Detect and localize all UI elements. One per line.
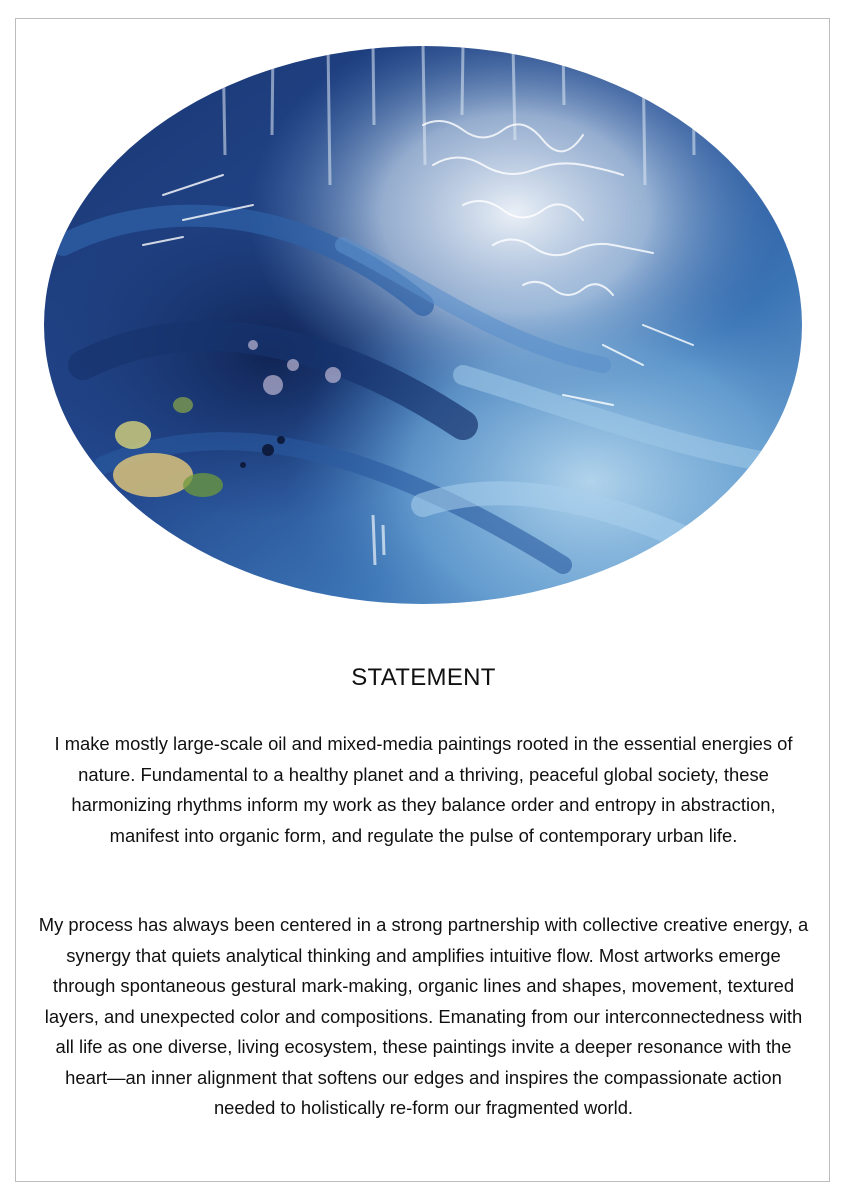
painting-oval-image: [43, 45, 803, 605]
abstract-painting-icon: [43, 45, 803, 605]
statement-paragraph-2: My process has always been centered in a strong partnership with collective creative energy, a synergy that quiets analytical thinking and amplifies intuitive flow. Most artworks emerge through spontaneous gestural mark-making, organic lines and shapes, movement, textured layers, and unexpected color and compositions. Emanating from our interconnectedness with all life as one diverse, living ecosystem, these paintings invite a deeper resonance with the heart—an inner alignment that softens our edges and inspires the compassionate action needed to holistically re-form our fragmented world.: [38, 914, 809, 1118]
statement-paragraph-1: I make mostly large-scale oil and mixed-media paintings rooted in the essential energies of nature. Fundamental to a healthy planet and a thriving, peaceful global society, these harmonizing rhythms inform my work as they balance order and entropy in abstraction, manifest into organic form, and regulate the pulse of contemporary urban life.: [54, 733, 793, 846]
statement-heading: STATEMENT: [351, 664, 496, 691]
page-frame: [15, 18, 830, 1182]
